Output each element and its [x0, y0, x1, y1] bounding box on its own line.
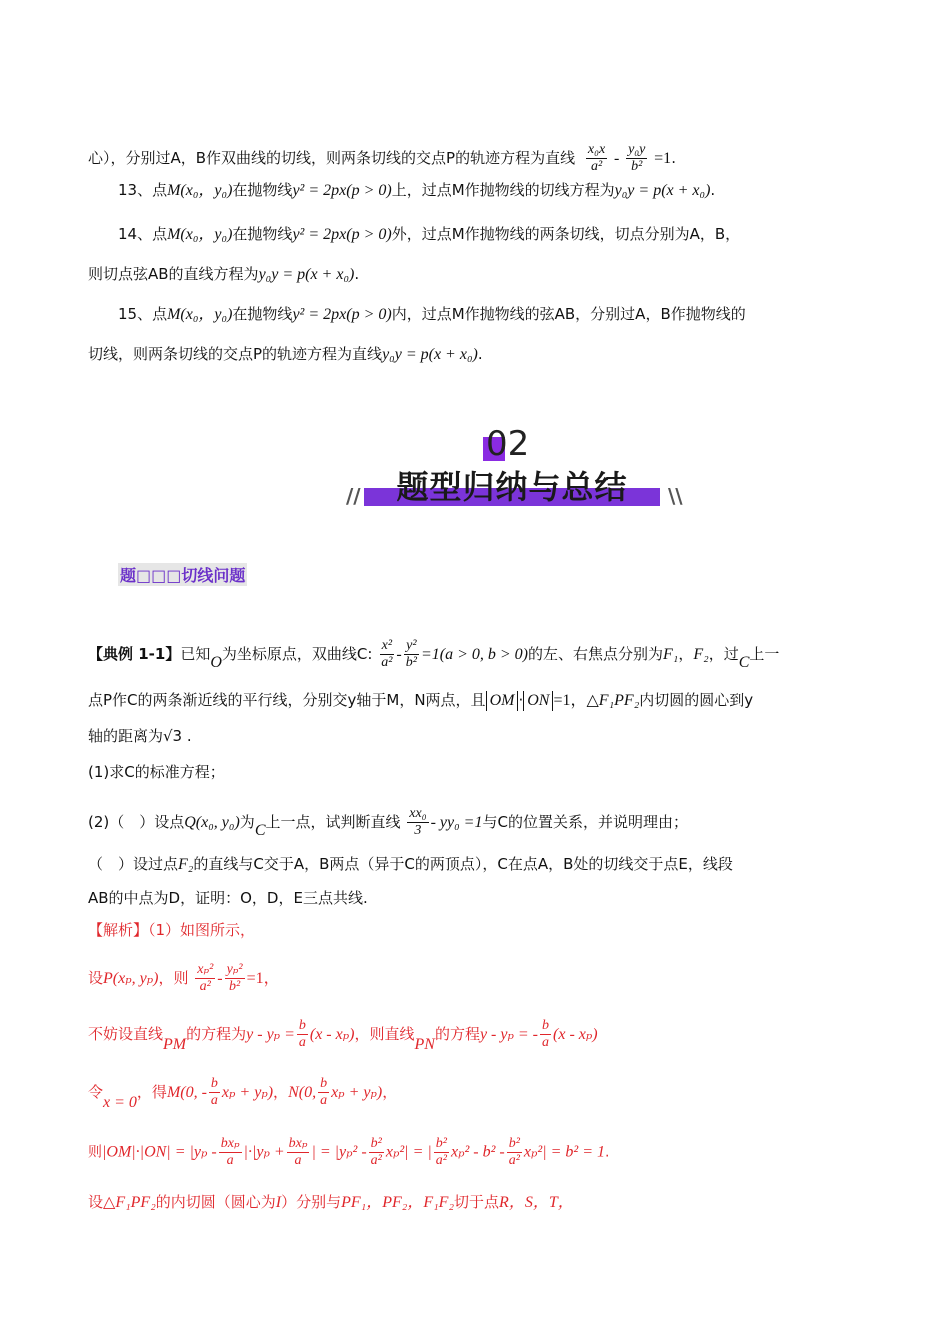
example-line-2: 点P作C的两条渐近线的平行线，分别交y轴于M，N两点，且 OM · ON =1，△F₁PF₂内切圆的圆心到y: [88, 691, 754, 709]
item-13: 13、点M(x₀，y₀)在抛物线y² = 2px(p > 0)上，过点M作抛物线的切线方程为y₀y = p(x + x₀).: [118, 181, 716, 199]
solution-line-3: 令x = 0，得M(0, - $\frac{b}{a}$ xₚ + yₚ)，N(0, $\frac{b}{a}$ xₚ + yₚ)，: [88, 1076, 398, 1111]
fraction: $\frac{\text{b²}}{\text{a²}}$: [435, 1136, 447, 1168]
topic-heading: 题□□□切线问题: [118, 563, 247, 586]
fraction: $\frac{\text{x²}}{\text{a²}}$: [381, 638, 393, 670]
item-15: 15、点M(x₀，y₀)在抛物线y² = 2px(p > 0)内，过点M作抛物线的弦AB，分别过A，B作抛物线的: [118, 305, 746, 323]
decor-slash-left: //: [346, 484, 361, 508]
line-12-tail: 心），分别过A，B作双曲线的切线，则两条切线的交点P的轨迹方程为直线 $\frac{\text{x₀x}}{\text{a²}}$ - $\frac{\text{y₀y}}{\text{b²}}$ =1.: [88, 142, 676, 174]
fraction: $\frac{\text{bxₚ}}{a}$: [220, 1136, 240, 1168]
fraction: $\frac{\text{b²}}{\text{a²}}$: [370, 1136, 382, 1168]
item-14-cont: 则切点弦AB的直线方程为y₀y = p(x + x₀).: [88, 265, 360, 283]
question-1: (1)求C的标准方程；: [88, 763, 225, 781]
solution-line-1: 设P(xₚ, yₚ)，则 $\frac{\text{xₚ²}}{\text{a²}}$ - $\frac{\text{yₚ²}}{\text{b²}}$ =1，: [88, 962, 280, 994]
fraction: $\frac{\text{xₚ²}}{\text{a²}}$: [197, 962, 214, 994]
decor-slash-right: \\: [668, 484, 683, 508]
fraction: $\frac{\text{x₀x}}{\text{a²}}$: [587, 142, 606, 174]
section-title: 题型归纳与总结: [396, 468, 628, 506]
question-2: (2)（ ）设点Q(x₀, y₀)为C上一点，试判断直线 $\frac{\text{xx₀}}{3}$ - yy₀ =1与C的位置关系，并说明理由；: [88, 806, 688, 839]
fraction: $\frac{b}{a}$: [320, 1076, 328, 1108]
fraction: $\frac{\text{y²}}{\text{b²}}$: [405, 638, 417, 670]
fraction: $\frac{\text{bxₚ}}{a}$: [288, 1136, 308, 1168]
fraction: $\frac{\text{yₚ²}}{\text{b²}}$: [226, 962, 243, 994]
fraction: $\frac{b}{a}$: [542, 1018, 550, 1050]
fraction: $\frac{\text{xx₀}}{3}$: [409, 806, 427, 838]
solution-line-5: 设△F₁PF₂的内切圆（圆心为I）分别与PF₁，PF₂，F₁F₂切于点R，S，T，: [88, 1193, 574, 1211]
example-line-3: 轴的距离为√3 .: [88, 727, 192, 745]
fraction: $\frac{\text{b²}}{\text{a²}}$: [508, 1136, 520, 1168]
item-14: 14、点M(x₀，y₀)在抛物线y² = 2px(p > 0)外，过点M作抛物线的两条切线，切点分别为A，B，: [118, 225, 741, 243]
question-3: （ ）设过点F₂的直线与C交于A，B两点（异于C的两顶点），C在点A，B处的切线交于点E，线段: [88, 855, 733, 873]
solution-line-2: 不妨设直线PM的方程为y - yₚ = $\frac{b}{a}$ (x - xₚ)，则直线PN的方程y - yₚ = - $\frac{b}{a}$ (x - xₚ): [88, 1018, 598, 1053]
fraction: $\frac{\text{y₀y}}{\text{b²}}$: [628, 142, 646, 174]
item-15-cont: 切线，则两条切线的交点P的轨迹方程为直线y₀y = p(x + x₀).: [88, 345, 483, 363]
question-3-cont: AB的中点为D，证明：O，D，E三点共线.: [88, 889, 368, 907]
example-line-1: 【典例 1-1】已知O为坐标原点，双曲线C: $\frac{\text{x²}}{\text{a²}}$ - $\frac{\text{y²}}{\text{b²}}$ =1(a > 0, b > 0)的左、右焦点分别为F₁，F₂，过C上一: [88, 638, 780, 671]
solution-line-4: 则|OM|·|ON| = |yₚ - $\frac{\text{bxₚ}}{a}$ |·|yₚ + $\frac{\text{bxₚ}}{a}$ | = |yₚ² - $\frac{\text{b²}}{\text{a²}}$ xₚ²| = | $\frac{\text{b²}}{\text{a²}}$ xₚ² - b² - $\frac{\text{b²}}{\text{a²}}$ xₚ²| = b² = 1.: [88, 1136, 610, 1168]
fraction: $\frac{b}{a}$: [298, 1018, 306, 1050]
solution-head: 【解析】（1）如图所示，: [88, 921, 256, 939]
fraction: $\frac{b}{a}$: [210, 1076, 218, 1108]
example-tag: 【典例 1-1】: [88, 645, 181, 663]
section-number: 02: [486, 424, 530, 464]
